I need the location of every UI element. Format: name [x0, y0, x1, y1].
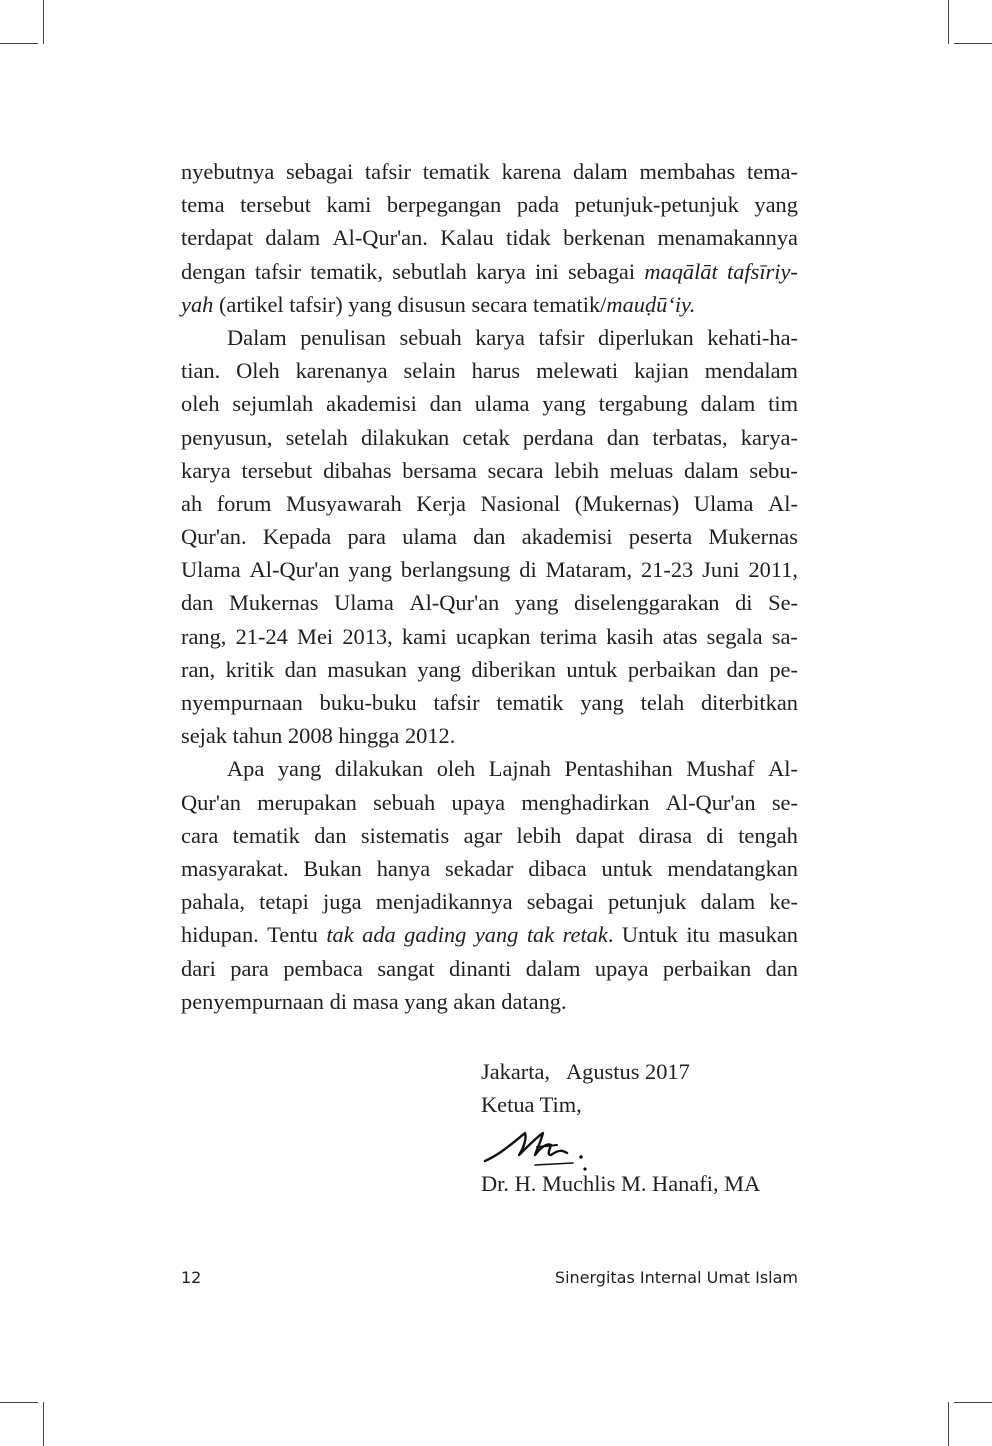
word: yang — [417, 656, 461, 682]
word: cetak — [462, 424, 510, 450]
word: Qur'an. — [181, 524, 247, 550]
text-line — [181, 387, 798, 420]
word: 21-23 — [640, 557, 694, 583]
word: atas — [662, 623, 698, 649]
word: melewati — [536, 358, 619, 384]
text-line — [181, 819, 798, 852]
text-line — [181, 354, 798, 387]
word: yang — [514, 590, 559, 616]
word: Al- — [768, 756, 798, 782]
crop-mark-top-left-vertical — [43, 0, 44, 44]
word: kasih — [606, 623, 654, 649]
word: 21-24 — [235, 623, 288, 649]
paragraph — [181, 155, 798, 321]
text-line — [181, 752, 798, 785]
crop-mark-bottom-right-vertical — [948, 1402, 949, 1446]
word: sangat — [377, 955, 435, 981]
word: karya — [181, 457, 231, 483]
word: oleh — [181, 391, 220, 417]
word: penulisan — [300, 324, 387, 350]
word: tafsir — [364, 159, 411, 184]
word: tergabung — [598, 391, 688, 417]
word: ucapkan — [455, 623, 531, 649]
text-line — [181, 586, 798, 619]
word: karya- — [740, 424, 798, 450]
word: tema- — [747, 159, 798, 184]
crop-mark-top-right-vertical — [948, 0, 949, 44]
word: harus — [471, 358, 521, 384]
word: secara — [487, 457, 544, 483]
word: yang — [580, 690, 624, 715]
signature-city: Jakarta, — [481, 1059, 550, 1084]
paragraph — [181, 321, 798, 752]
word: dapat — [575, 822, 625, 848]
word: cara — [181, 822, 219, 848]
word: menjadikannya — [375, 889, 513, 915]
word: upaya — [594, 955, 649, 981]
word: tafsir — [538, 324, 585, 350]
word: tidak — [505, 225, 551, 251]
crop-mark-bottom-left-vertical — [43, 1402, 44, 1446]
word: dan — [726, 656, 759, 682]
word: Dalam — [227, 324, 287, 350]
word: diberikan — [471, 656, 556, 682]
word: dinanti — [449, 955, 512, 981]
word: agar — [463, 822, 503, 848]
word: pahala, — [181, 889, 246, 915]
word: dalam — [525, 955, 581, 981]
text-line — [181, 786, 798, 819]
word: Mushaf — [686, 756, 755, 782]
word: tafsīriy- — [726, 258, 798, 284]
word: lebih — [554, 457, 600, 483]
word: tafsir — [254, 258, 301, 284]
text-line — [181, 653, 798, 686]
word: diperlukan — [597, 324, 694, 350]
word: Qur'an — [181, 789, 241, 815]
word: itu — [686, 922, 710, 948]
word: membahas — [639, 159, 736, 184]
word: sebagai — [567, 258, 636, 284]
word: pe- — [769, 656, 798, 682]
word: 2008 — [287, 723, 333, 749]
word: perdana — [522, 424, 594, 450]
text-line — [181, 454, 798, 487]
word: petunjuk-petunjuk — [574, 192, 739, 218]
signature-date: Agustus 2017 — [566, 1059, 690, 1084]
word: datang. — [501, 988, 567, 1014]
word: yang — [474, 922, 519, 948]
word: di — [735, 590, 753, 616]
word: tematik/mauḍū‘iy. — [533, 291, 696, 317]
word: sebu- — [749, 457, 798, 483]
word: Pentashihan — [564, 756, 673, 782]
word: mendalam — [704, 358, 798, 384]
word: nyebutnya — [181, 159, 275, 184]
word: Lajnah — [488, 756, 551, 782]
word: (artikel — [218, 291, 284, 317]
word: yah — [181, 291, 214, 317]
word: perbaikan — [662, 955, 752, 981]
paragraph — [181, 752, 798, 1018]
word: ulama — [402, 524, 457, 550]
word: secara — [471, 291, 528, 317]
text-line — [181, 553, 798, 586]
word: dirasa — [638, 822, 693, 848]
word: masukan — [327, 656, 407, 682]
crop-mark-top-left-horizontal — [0, 43, 38, 44]
word: tafsir — [433, 690, 480, 715]
word: kajian — [634, 358, 689, 384]
word: tematik — [232, 822, 300, 848]
word: Nasional — [480, 490, 561, 516]
text-line — [181, 985, 798, 1018]
word: yang — [277, 756, 322, 782]
word: dan — [473, 524, 506, 550]
word: Mei — [297, 623, 334, 649]
word: terbatas, — [652, 424, 728, 450]
word: Juni — [702, 557, 740, 583]
word: oleh — [436, 756, 476, 782]
word: tematik — [422, 159, 490, 184]
text-line — [181, 155, 798, 188]
word: Mukernas — [708, 524, 798, 550]
word: yang — [542, 391, 586, 417]
word: meluas — [609, 457, 674, 483]
word: sejak — [181, 723, 228, 749]
word: diterbitkan — [700, 690, 798, 715]
word: kehati-ha- — [707, 324, 798, 350]
text-line — [181, 520, 798, 553]
word: karena — [501, 159, 562, 184]
word: dan — [765, 955, 798, 981]
word: upaya — [451, 789, 506, 815]
word: berkenan — [563, 225, 646, 251]
word: yang — [754, 192, 798, 218]
handwritten-signature — [481, 1121, 631, 1173]
word: dilakukan — [360, 424, 450, 450]
text-line — [181, 952, 798, 985]
word: sebutlah — [392, 258, 467, 284]
word: (Mukernas) — [574, 490, 680, 516]
word: dibahas — [323, 457, 392, 483]
word: terdapat — [181, 225, 254, 251]
word: tersebut — [241, 457, 313, 483]
word: ini — [535, 258, 559, 284]
word: tema — [181, 192, 225, 218]
word: karya — [475, 324, 525, 350]
word: Ulama — [334, 590, 394, 616]
word: forum — [216, 490, 272, 516]
word: tak — [526, 922, 555, 948]
word: Al-Qur'an. — [332, 225, 428, 251]
word: ulama — [474, 391, 530, 417]
word: mendatangkan — [667, 855, 798, 881]
word: para — [230, 955, 269, 981]
word: sebuah — [373, 789, 436, 815]
word: setelah — [285, 424, 348, 450]
word: petunjuk — [607, 889, 687, 915]
word: 2012. — [404, 723, 456, 749]
word: telah — [640, 690, 685, 715]
word: ke- — [769, 889, 798, 915]
word: dalam — [265, 225, 321, 251]
word: tetapi — [259, 889, 309, 915]
word: sa- — [771, 623, 798, 649]
word: tim — [768, 391, 798, 417]
word: Al-Qur'an — [249, 557, 340, 583]
word: tematik, — [310, 258, 383, 284]
running-footer-title: Sinergitas Internal Umat Islam — [554, 1268, 798, 1287]
word: dan — [429, 391, 462, 417]
text-line — [181, 255, 798, 288]
word: tematik — [496, 690, 564, 715]
word: tafsir) — [289, 291, 343, 317]
word: hidupan. — [181, 922, 259, 948]
word: sebuah — [399, 324, 462, 350]
word: sebagai — [286, 159, 354, 184]
word: penyusun, — [181, 424, 273, 450]
word: ah — [181, 490, 203, 516]
word: 2011, — [748, 557, 798, 583]
word: Bukan — [303, 855, 362, 881]
word: sejumlah — [232, 391, 314, 417]
word: karenanya — [295, 358, 388, 384]
text-line — [181, 421, 798, 454]
word: yang — [348, 291, 392, 317]
word: Kalau — [440, 225, 494, 251]
crop-mark-top-right-horizontal — [954, 43, 992, 44]
word: penyempurnaan — [181, 988, 324, 1014]
word: disusun — [397, 291, 466, 317]
word: sebagai — [526, 889, 594, 915]
word: dan — [606, 424, 640, 450]
word: Untuk — [621, 922, 678, 948]
crop-mark-bottom-right-horizontal — [954, 1402, 992, 1403]
word: kami — [401, 623, 447, 649]
text-line — [181, 885, 798, 918]
word: Oleh — [236, 358, 280, 384]
text-line — [181, 918, 798, 951]
word: tak — [326, 922, 354, 948]
word: kritik — [225, 656, 275, 682]
signature-name: Dr. H. Muchlis M. Hanafi, MA — [481, 1171, 761, 1197]
signature-role: Ketua Tim, — [481, 1092, 582, 1118]
word: di — [519, 557, 537, 583]
crop-mark-bottom-left-horizontal — [0, 1402, 38, 1403]
text-line — [181, 686, 798, 719]
word: bersama — [402, 457, 477, 483]
text-line — [181, 852, 798, 885]
word: terima — [539, 623, 597, 649]
word: Apa — [227, 756, 265, 782]
word: ran, — [181, 656, 216, 682]
word: Kerja — [416, 490, 466, 516]
word: Musyawarah — [286, 490, 402, 516]
word: se- — [771, 789, 798, 815]
word: perbaikan — [627, 656, 717, 682]
word: dalam — [683, 457, 739, 483]
word: juga — [323, 889, 362, 915]
word: Se- — [768, 590, 798, 616]
text-line — [181, 719, 798, 752]
word: dalam — [700, 391, 756, 417]
word: yang — [404, 988, 448, 1014]
word: selain — [403, 358, 456, 384]
word: akademisi — [521, 524, 613, 550]
word: karya — [476, 258, 526, 284]
word: maqālāt — [644, 258, 718, 284]
word: dan — [181, 590, 214, 616]
word: Mataram, — [545, 557, 633, 583]
page-number: 12 — [181, 1268, 202, 1287]
word: ada — [362, 922, 396, 948]
word: dalam — [573, 159, 628, 184]
word: menamakannya — [657, 225, 798, 251]
word: Al- — [768, 490, 798, 516]
word: tengah — [738, 822, 798, 848]
word: tian. — [181, 358, 221, 384]
word: berpegangan — [386, 192, 502, 218]
text-line — [181, 188, 798, 221]
word: dan — [284, 656, 317, 682]
word: gading — [404, 922, 467, 948]
word: retak. — [562, 922, 614, 948]
word: masa — [352, 988, 399, 1014]
word: dari — [181, 955, 216, 981]
word: akan — [453, 988, 496, 1014]
word: diselenggarakan — [574, 590, 720, 616]
signature-place-date — [481, 1055, 760, 1088]
word: kami — [326, 192, 372, 218]
word: masyarakat. — [181, 855, 289, 881]
word: nyempurnaan — [181, 690, 303, 715]
word: hanya — [376, 855, 431, 881]
word: dan — [314, 822, 347, 848]
word: lebih — [516, 822, 562, 848]
word: segala — [706, 623, 763, 649]
text-line — [181, 487, 798, 520]
body-text — [181, 155, 798, 1018]
word: untuk — [566, 656, 618, 682]
word: Al-Qur'an — [409, 590, 500, 616]
word: di — [329, 988, 348, 1014]
word: berlangsung — [400, 557, 511, 583]
word: pada — [516, 192, 560, 218]
text-line — [181, 288, 798, 321]
word: dilakukan — [334, 756, 424, 782]
word: Al-Qur'an — [665, 789, 756, 815]
word: menghadirkan — [521, 789, 650, 815]
word: tahun — [232, 723, 283, 749]
signature-block — [481, 1055, 760, 1201]
word: hingga — [338, 723, 400, 749]
text-line — [181, 321, 798, 354]
word: masukan — [718, 922, 798, 948]
word: Ulama — [181, 557, 241, 583]
word: 2013, — [342, 623, 393, 649]
word: peserta — [628, 524, 693, 550]
word: akademisi — [326, 391, 417, 417]
word: dalam — [700, 889, 756, 915]
word: dengan — [181, 258, 246, 284]
word: Tentu — [267, 922, 318, 948]
text-line — [181, 221, 798, 254]
word: sistematis — [360, 822, 450, 848]
word: yang — [348, 557, 392, 583]
text-line — [181, 620, 798, 653]
word: buku-buku — [319, 690, 417, 715]
word: Kepada — [262, 524, 332, 550]
word: Ulama — [693, 490, 754, 516]
word: rang, — [181, 623, 227, 649]
word: untuk — [601, 855, 653, 881]
word: sekadar — [445, 855, 514, 881]
word: para — [347, 524, 386, 550]
word: pembaca — [283, 955, 363, 981]
word: tersebut — [240, 192, 311, 218]
word: di — [706, 822, 724, 848]
word: dibaca — [528, 855, 587, 881]
word: merupakan — [257, 789, 357, 815]
word: Mukernas — [228, 590, 319, 616]
